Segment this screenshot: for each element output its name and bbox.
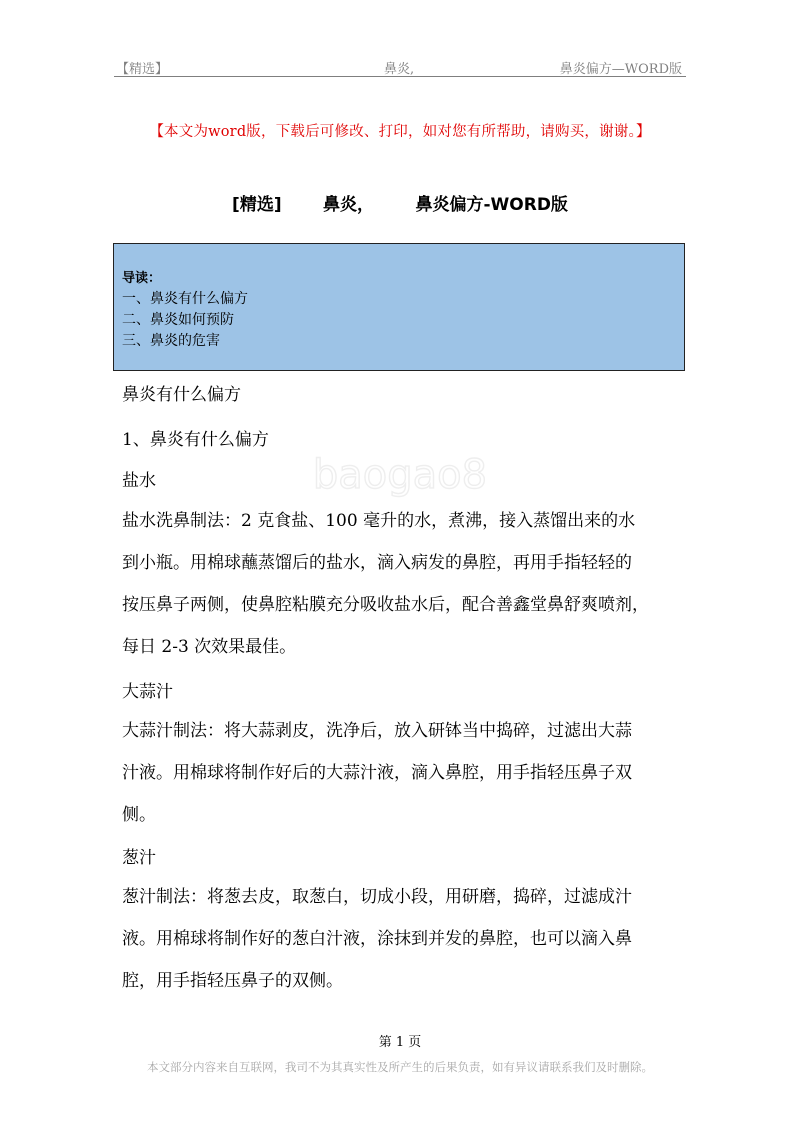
remedy-name: 盐水	[122, 471, 156, 491]
paragraph-line: 每日 2-3 次效果最佳。	[122, 637, 297, 657]
subsection-title: 1、鼻炎有什么偏方	[122, 430, 269, 450]
remedy-paragraph	[122, 710, 682, 836]
remedy-name: 大蒜汁	[122, 682, 173, 702]
remedy-paragraph	[122, 500, 682, 668]
paragraph-line: 腔，用手指轻压鼻子的双侧。	[122, 971, 343, 991]
paragraph-line: 大蒜汁制法：将大蒜剥皮，洗净后，放入研钵当中捣碎，过滤出大蒜	[122, 721, 632, 741]
paragraph-line: 侧。	[122, 805, 156, 825]
download-notice: 【本文为word版，下载后可修改、打印，如对您有所帮助，请购买，谢谢。】	[149, 124, 651, 140]
header-left: 【精选】	[116, 62, 169, 77]
document-title	[114, 190, 686, 215]
section-title: 鼻炎有什么偏方	[122, 385, 241, 405]
svg-text:baogao8: baogao8	[312, 452, 488, 498]
guide-box	[113, 243, 685, 371]
title-part-2: 鼻炎，	[323, 195, 375, 215]
title-part-1: [精选]	[232, 195, 282, 215]
paragraph-line: 盐水洗鼻制法：2 克食盐、100 毫升的水，煮沸，接入蒸馏出来的水	[122, 511, 636, 531]
guide-label: 导读：	[122, 271, 162, 286]
header-center: 鼻炎,	[384, 62, 415, 77]
remedy-name: 葱汁	[122, 848, 156, 868]
header-divider	[114, 76, 686, 77]
paragraph-line: 到小瓶。用棉球蘸蒸馏后的盐水，滴入病发的鼻腔，再用手指轻轻的	[122, 553, 632, 573]
guide-item: 二、鼻炎如何预防	[122, 312, 234, 328]
remedy-paragraph	[122, 876, 682, 1002]
guide-item: 一、鼻炎有什么偏方	[122, 291, 248, 307]
title-part-3: 鼻炎偏方-WORD版	[415, 195, 568, 215]
footer-disclaimer: 本文部分内容来自互联网，我司不为其真实性及所产生的后果负责，如有异议请联系我们及时删除。	[147, 1060, 653, 1074]
paragraph-line: 按压鼻子两侧，使鼻腔粘膜充分吸收盐水后，配合善鑫堂鼻舒爽喷剂，	[122, 595, 649, 615]
paragraph-line: 液。用棉球将制作好的葱白汁液，涂抹到并发的鼻腔，也可以滴入鼻	[122, 929, 632, 949]
page-number: 第 1 页	[378, 1035, 422, 1050]
guide-item: 三、鼻炎的危害	[122, 333, 220, 349]
paragraph-line: 汁液。用棉球将制作好后的大蒜汁液，滴入鼻腔，用手指轻压鼻子双	[122, 763, 632, 783]
header-right: 鼻炎偏方—WORD版	[559, 62, 682, 77]
paragraph-line: 葱汁制法：将葱去皮，取葱白，切成小段，用研磨，捣碎，过滤成汁	[122, 887, 632, 907]
